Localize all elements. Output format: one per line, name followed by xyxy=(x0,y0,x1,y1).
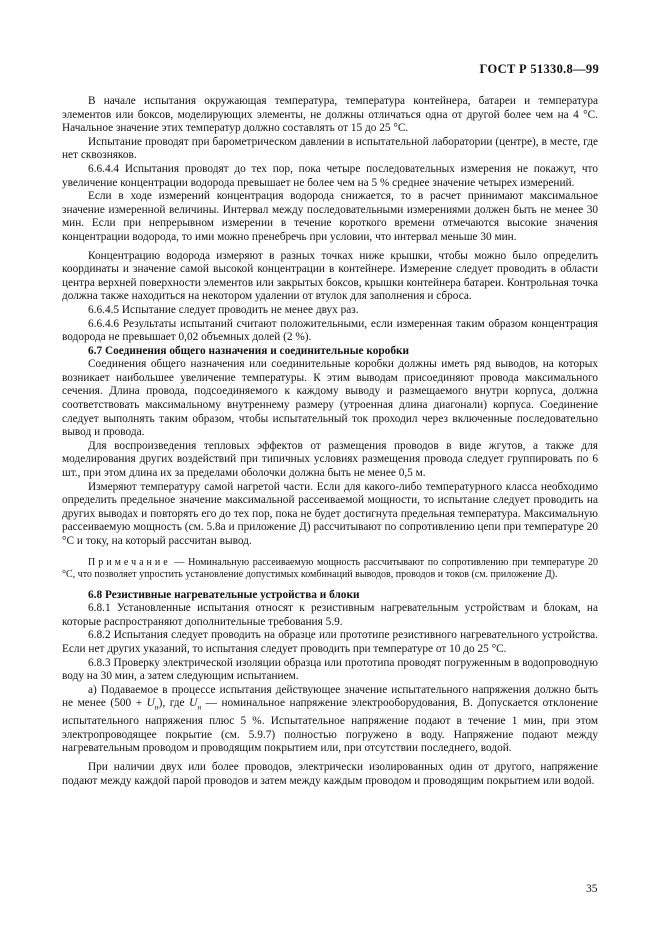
paragraph: 6.6.4.5 Испытание следует проводить не менее двух раз. xyxy=(88,303,359,316)
paragraph: 6.6.4.6 Результаты испытаний считают положительными, если измеренная таким образом концентрация водорода не превышает 0,02 объемных долей (2 %). xyxy=(62,317,598,344)
paragraph: Для воспроизведения тепловых эффектов от размещения проводов в виде жгутов, а также для моделирования других воздействий при типичных условиях размещения провода следует группировать по 6 шт., при этом длина их за пределами оболочки должна быть не менее 0,5 м. xyxy=(62,439,598,480)
paragraph: Если в ходе измерений концентрация водорода снижается, то в расчет принимают максимальное значение измеренной величины. Интервал между последовательными измерениями должен быть не менее 30 мин. Если при непрерывном измерении в течение короткого времени отмечаются высокие значения концентрации водорода, то ими можно пренебречь при условии, что интервал меньше 30 мин. xyxy=(62,190,598,243)
note-text: — Номинальную рассеиваемую мощность рассчитывают по сопротивлению при температуре 20 °С, что позволяет упростить установление допустимых комбинаций выводов, проводов и токов (см. приложение Д). xyxy=(62,556,598,580)
paragraph: Измеряют температуру самой нагретой части. Если для какого-либо температурного класса необходимо определить предельное значение максимальной рассеиваемой мощности, то испытание следует проводить на других выводах и повторять его до тех пор, пока не будет достигнута предельная температура. Максимальную рассеиваемую мощность (см. 5.8а и приложение Д) рассчитывают по сопротивлению цепи при температуре 20 °С и току, на который рассчитан вывод. xyxy=(62,480,598,547)
standard-header: ГОСТ Р 51330.8—99 xyxy=(479,62,599,76)
paragraph: 6.8.3 Проверку электрической изоляции образца или прототипа проводят погруженным в водопроводную воду на 30 мин, а затем следующим испытанием. xyxy=(62,656,598,683)
paragraph: 6.8.1 Установленные испытания относят к резистивным нагревательным устройствам и блокам, на которые распространяют дополнительные требования 5.9. xyxy=(62,602,598,628)
paragraph: 6.6.4.4 Испытания проводят до тех пор, пока четыре последовательных измерения не покажут, что увеличение концентрации водорода превышает не более чем на 5 % среднее значение четырех измерений. xyxy=(62,162,598,189)
list-item-a: а) Подаваемое в процессе испытания действующее значение испытательного напряжения должно быть не менее $(500 + U_н)$, где $U_н$ — номинальное напряжение электрооборудования, В. Допускается отклонение испытательного напряжения плюс 5 %. Испытательное напряжение подают в течение 1 мин, при этом электропроводящее покрытие (см. 5.9.7) полностью погружено в воду. Напряжение подают между нагревательным проводом и проводящим покрытием или, при отсутствии последнего, водой. xyxy=(62,683,599,755)
page-content xyxy=(62,95,598,788)
paragraph: Соединения общего назначения или соединительные коробки должны иметь ряд выводов, на которых возникает наибольшее увеличение температуры. К этим выводам присоединяют провода максимального сечения. Длина провода, подсоединяемого к каждому выводу и размещаемого внутри корпуса, должна соответствовать максимальному внутреннему размеру (утроенная длина диагонали) корпуса. Соединение следует выполнять таким образом, чтобы испытательный ток проходил через включенные последовательно вывод и провода. xyxy=(62,358,598,439)
paragraph: В начале испытания окружающая температура, температура контейнера, батареи и температура элементов или боксов, моделирующих элементы, не должны отличаться одна от другой более чем на 4 °С. Начальное значение этих температур должно составлять от 15 до 25 °С. xyxy=(62,95,598,135)
paragraph: Испытание проводят при барометрическом давлении в испытательной лаборатории (центре), в месте, где нет сквозняков. xyxy=(62,135,598,162)
paragraph: Концентрацию водорода измеряют в разных точках ниже крышки, чтобы можно было определить координаты и значение самой высокой концентрации в контейнере. Измерение следует проводить в области центра верхней поверхности элементов или закрытых боксов, крышки контейнера батареи. Контрольная точка должна также находиться на некотором удалении от втулок для заполнения и сброса. xyxy=(62,249,598,303)
page-number: 35 xyxy=(586,883,598,895)
paragraph: 6.8.2 Испытания следует проводить на образце или прототипе резистивного нагревательного устройства. Если нет других указаний, то испытания следует проводить при температуре от 10 до 25 °С. xyxy=(62,629,598,655)
paragraph: При наличии двух или более проводов, электрически изолированных один от другого, напряжение подают между каждой парой проводов и затем между каждым проводом и проводящим покрытием или водой. xyxy=(62,760,598,787)
section-heading-6-7: 6.7 Соединения общего назначения и соединительные коробки xyxy=(88,344,409,357)
note-label: Примечание xyxy=(88,556,171,568)
note xyxy=(62,557,598,581)
section-heading-6-8: 6.8 Резистивные нагревательные устройства и блоки xyxy=(88,588,360,601)
